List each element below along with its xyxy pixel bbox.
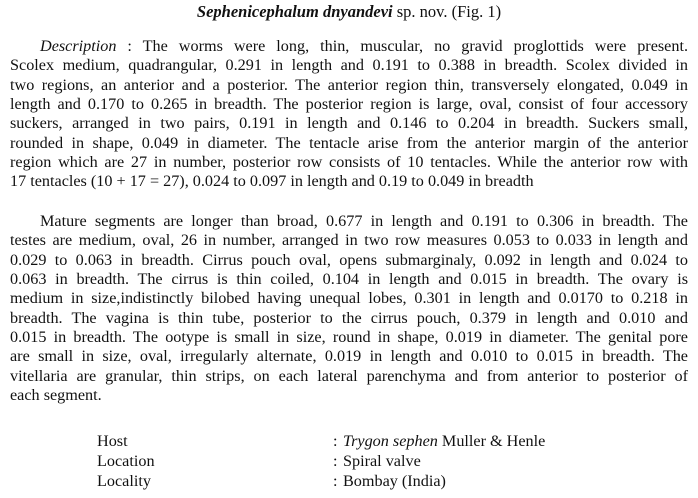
host-info-row <box>97 471 545 491</box>
text-line <box>10 37 688 56</box>
text-line: Mature segments are longer than broad, 0.677 in length and 0.191 to 0.306 in breadth. The <box>40 212 688 230</box>
text-line: 0.015 in breadth. The ootype is small in size, round in shape, 0.019 in diameter. The genital pore <box>10 328 688 347</box>
info-value <box>343 471 446 491</box>
text-line: 0.063 in breadth. The cirrus is thin coiled, 0.104 in length and 0.015 in breadth. The ovary is <box>10 270 688 289</box>
info-key: Location <box>97 452 155 470</box>
text-line: length and 0.170 to 0.265 in breadth. The posterior region is large, oval, consist of four accessory <box>10 95 688 114</box>
description-label: Description <box>40 37 117 55</box>
host-info-row <box>97 431 545 451</box>
text-span: : The worms were long, thin, muscular, no gravid proglottids were present. <box>116 37 688 55</box>
text-line: medium in size,indistinctly bilobed having unequal lobes, 0.301 in length and 0.0170 to 0.218 in <box>10 289 688 308</box>
text-line: rounded in shape, 0.049 in diameter. The tentacle arise from the anterior margin of the anterior <box>10 133 688 152</box>
mature-segments-paragraph <box>10 212 688 405</box>
info-value-text: Spiral valve <box>343 452 421 470</box>
species-title <box>0 2 698 22</box>
info-key: Host <box>97 432 128 450</box>
separator: : <box>333 432 338 450</box>
host-info-table <box>97 431 545 491</box>
info-value-italic: Trygon sephen <box>343 432 438 450</box>
separator: : <box>333 472 338 490</box>
species-suffix: sp. nov. (Fig. 1) <box>392 2 502 21</box>
text-line: suckers, arranged in two pairs, 0.191 in length and 0.146 to 0.204 in breadth. Suckers small, <box>10 114 688 133</box>
host-info-row <box>97 451 545 471</box>
info-value-text: Muller & Henle <box>437 432 546 450</box>
text-line: region which are 27 in number, posterior row consists of 10 tentacles. While the anterior row with <box>10 153 688 172</box>
info-value-text: Bombay (India) <box>343 472 446 490</box>
text-line: Scolex medium, quadrangular, 0.291 in length and 0.191 to 0.388 in breadth. Scolex divided in <box>10 56 688 75</box>
info-key: Locality <box>97 472 151 490</box>
text-line: 0.029 to 0.063 in breadth. Cirrus pouch oval, opens submarginaly, 0.092 in length and 0.024 to <box>10 250 688 269</box>
text-line: breadth. The vagina is thin tube, posterior to the cirrus pouch, 0.379 in length and 0.010 and <box>10 308 688 327</box>
species-name: Sephenicephalum dnyandevi <box>196 2 393 21</box>
description-paragraph <box>10 37 688 192</box>
text-line: 17 tentacles (10 + 17 = 27), 0.024 to 0.097 in length and 0.19 to 0.049 in breadth <box>10 172 534 191</box>
separator: : <box>333 452 338 470</box>
text-line: each segment. <box>10 386 102 405</box>
text-line: testes are medium, oval, 26 in number, arranged in two row measures 0.053 to 0.033 in length and <box>10 231 688 250</box>
text-line: are small in size, oval, irregularly alternate, 0.019 in length and 0.010 to 0.015 in breadth. The <box>10 347 688 366</box>
info-value <box>343 431 545 451</box>
text-line: two regions, an anterior and a posterior. The anterior region thin, transversely elongated, 0.049 in <box>10 75 688 94</box>
text-line: vitellaria are granular, thin strips, on each lateral parenchyma and from anterior to posterior of <box>10 366 688 385</box>
info-value <box>343 451 421 471</box>
